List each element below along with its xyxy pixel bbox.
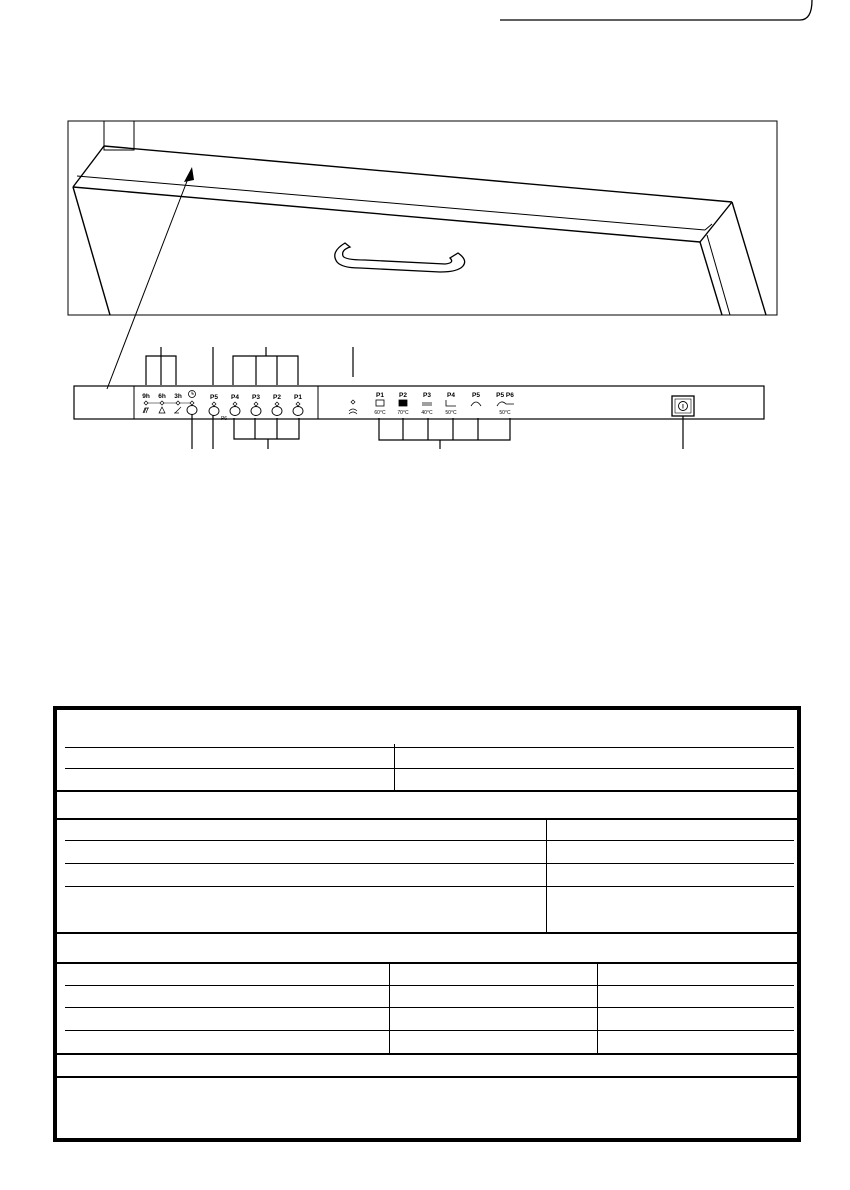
table-row	[65, 840, 794, 841]
button-label-p3: P3	[252, 394, 260, 401]
table-row	[57, 1053, 797, 1055]
pointer-arrowhead	[184, 167, 194, 182]
program-temp-p4: 50°C	[445, 410, 457, 416]
delay-label-3h: 3h	[174, 393, 182, 400]
table-divider	[389, 964, 390, 1054]
power-symbol: I	[682, 404, 684, 411]
delay-button[interactable]	[187, 406, 197, 415]
table-row	[65, 886, 794, 887]
program-button-p1[interactable]	[293, 407, 303, 416]
table-divider	[394, 744, 395, 790]
program-indicator-leds	[212, 402, 300, 406]
table-row	[57, 790, 797, 792]
callout-lines-bottom	[192, 413, 683, 449]
table-row	[65, 985, 794, 986]
salt-rinse-warning-icons	[143, 407, 181, 413]
delay-indicator-leds	[144, 401, 194, 405]
program-temp-p2: 70°C	[397, 410, 409, 416]
table-row	[65, 1030, 794, 1031]
table-divider	[546, 820, 547, 933]
table-row	[57, 818, 797, 820]
table-row	[57, 962, 797, 964]
program-name-p2: P2	[399, 392, 407, 399]
button-label-p5: P5	[210, 394, 218, 401]
program-name-p4: P4	[447, 392, 455, 399]
table-row	[57, 932, 797, 934]
program-button-p2[interactable]	[272, 407, 282, 416]
program-icons	[376, 400, 514, 406]
table-row	[65, 863, 794, 864]
rinse-aid-indicator	[349, 400, 357, 414]
program-name-p5: P5	[472, 392, 480, 399]
button-label-p1: P1	[294, 394, 302, 401]
delay-label-9h: 9h	[142, 393, 150, 400]
program-temp-p6: 50°C	[499, 410, 511, 416]
callout-lines-top	[146, 347, 353, 385]
program-temp-p3: 40°C	[421, 410, 433, 416]
table-row	[65, 1007, 794, 1008]
table-row	[65, 768, 794, 769]
program-button-p3[interactable]	[251, 407, 261, 416]
program-name-p1: P1	[376, 392, 384, 399]
table-row	[65, 747, 794, 748]
program-name-p3: P3	[423, 392, 431, 399]
delay-label-6h: 6h	[158, 393, 166, 400]
power-button[interactable]	[672, 396, 694, 416]
clock-icon	[189, 391, 196, 398]
program-temp-p1: 60°C	[374, 410, 386, 416]
button-label-p2: P2	[273, 394, 281, 401]
button-label-p4: P4	[231, 394, 239, 401]
table-divider	[597, 964, 598, 1054]
table-row	[57, 1076, 797, 1078]
door-handle	[335, 243, 465, 272]
program-name-p5-p6: P5 P6	[496, 392, 514, 399]
pointer-arrow-line	[107, 176, 189, 389]
program-button-p4[interactable]	[230, 407, 240, 416]
specification-table	[53, 706, 801, 1142]
appliance-illustration	[68, 121, 777, 315]
page-corner-curl	[500, 0, 812, 20]
program-button-p5[interactable]	[209, 407, 219, 416]
button-group-label-p6: P6	[220, 416, 228, 422]
